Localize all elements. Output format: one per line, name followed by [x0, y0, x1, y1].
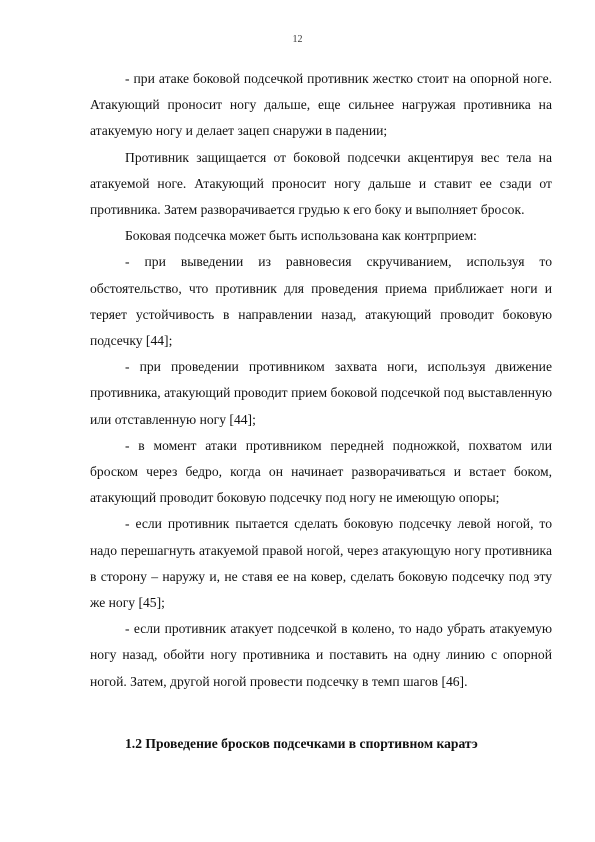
body-text [90, 66, 552, 695]
paragraph-7: - если противник пытается сделать боковую подсечку левой ногой, то надо перешагнуть атакуемой правой ногой, через атакующую ногу противника в сторону – наружу и, не ставя ее на ковер, сделать боковую подсечку под эту же ногу [45]; [90, 516, 552, 611]
paragraph-5: - при проведении противником захвата ноги, используя движение противника, атакующий проводит прием боковой подсечкой под выставленную или отставленную ногу [44]; [90, 359, 552, 427]
paragraph-4: - при выведении из равновесия скручиванием, используя то обстоятельство, что противник для проведения приема приближает ноги и теряет устойчивость в направлении назад, атакующий проводит боковую подсечку [44]; [90, 254, 552, 349]
paragraph-8: - если противник атакует подсечкой в колено, то надо убрать атакуемую ногу назад, обойти ногу противника и поставить на одну линию с опорной ногой. Затем, другой ногой провести подсечку в темп шагов [46]. [90, 621, 552, 689]
page-number: 12 [292, 34, 303, 45]
paragraph-6: - в момент атаки противником передней подножкой, похватом или броском через бедро, когда он начинает разворачиваться и встает боком, атакующий проводит боковую подсечку под ногу не имеющую опоры; [90, 437, 552, 506]
paragraph-1: - при атаке боковой подсечкой противник жестко стоит на опорной ноге. Атакующий проносит ногу дальше, еще сильнее нагружая противника на атакуемую ногу и делает зацеп снаружи в падении; [90, 71, 552, 139]
paragraph-2: Противник защищается от боковой подсечки акцентируя вес тела на атакуемой ноге. Атакующий проносит ногу дальше и ставит ее сзади от противника. Затем разворачивается грудью к его боку и выполняет бросок. [90, 149, 552, 218]
section-heading: 1.2 Проведение бросков подсечками в спортивном каратэ [125, 736, 478, 751]
paragraph-3: Боковая подсечка может быть использована как контрприем: [125, 228, 477, 244]
